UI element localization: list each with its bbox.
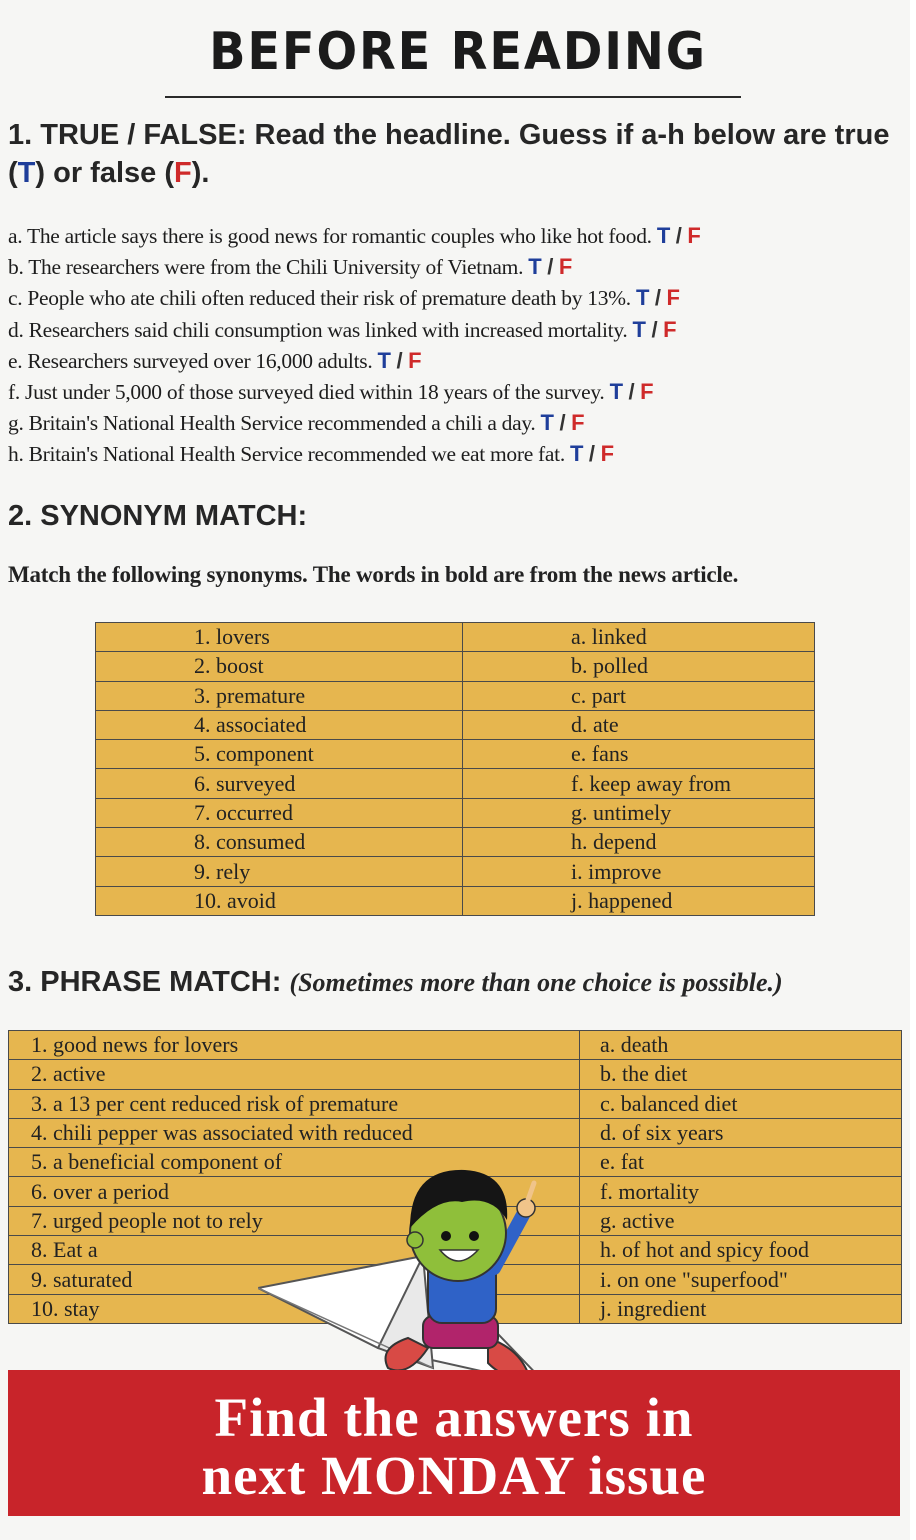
section1-heading-pre: 1. TRUE / FALSE: Read the headline. Guess if a-h below are true ( [8,119,890,189]
tf-statement: h. Britain's National Health Service recommended we eat more fat. [8,442,565,467]
match-left-cell: 8. consumed [96,828,463,857]
tf-true-option[interactable]: T [609,378,623,404]
tf-item [8,251,908,282]
tf-false-option[interactable]: F [571,410,585,436]
match-left-cell: 4. chili pepper was associated with reduced [9,1118,580,1147]
tf-separator: / [541,254,559,280]
match-right-cell: i. on one "superfood" [580,1265,902,1294]
match-right-cell: h. of hot and spicy food [580,1236,902,1265]
section3-heading-text: 3. PHRASE MATCH: [8,966,282,998]
tf-false-option[interactable]: F [408,347,422,373]
match-right-cell: a. linked [463,623,815,652]
table-row [96,798,815,827]
tf-item [8,376,908,407]
banner-line-1: Find the answers in [214,1387,694,1448]
tf-item [8,314,908,345]
table-row [96,828,815,857]
table-row [9,1089,902,1118]
section2-heading: 2. SYNONYM MATCH: [8,500,308,532]
match-right-cell: g. active [580,1206,902,1235]
tf-statement: d. Researchers said chili consumption was linked with increased mortality. [8,317,628,342]
title-underline [165,96,741,98]
tf-true-option[interactable]: T [540,410,554,436]
match-right-cell: h. depend [463,828,815,857]
match-left-cell: 7. occurred [96,798,463,827]
match-left-cell: 2. active [9,1060,580,1089]
match-right-cell: f. keep away from [463,769,815,798]
match-left-cell: 1. lovers [96,623,463,652]
match-left-cell: 4. associated [96,710,463,739]
match-right-cell: c. balanced diet [580,1089,902,1118]
table-row [96,681,815,710]
match-right-cell: e. fans [463,740,815,769]
section3-note: (Sometimes more than one choice is possible.) [289,968,783,997]
true-marker: T [17,157,36,189]
match-left-cell: 10. avoid [96,886,463,915]
match-left-cell: 5. component [96,740,463,769]
match-right-cell: d. of six years [580,1118,902,1147]
tf-separator: / [622,378,641,404]
match-left-cell: 3. a 13 per cent reduced risk of premature [9,1089,580,1118]
tf-false-option[interactable]: F [600,441,614,467]
match-right-cell: b. polled [463,652,815,681]
section1-heading-mid: ) or false ( [35,157,174,189]
tf-true-option[interactable]: T [656,223,670,248]
page-edge [910,0,916,1540]
tf-statement: b. The researchers were from the Chili University of Vietnam. [8,255,524,280]
table-row [96,886,815,915]
match-left-cell: 10. stay [9,1294,580,1323]
tf-separator: / [583,441,601,467]
tf-false-option[interactable]: F [687,223,701,248]
match-left-cell: 2. boost [96,652,463,681]
table-row [96,652,815,681]
tf-statement: g. Britain's National Health Service recommended a chili a day. [8,411,536,436]
match-right-cell: b. the diet [580,1060,902,1089]
table-row [96,769,815,798]
true-false-list [8,220,908,470]
tf-true-option[interactable]: T [632,316,646,342]
section1-heading [8,116,908,192]
match-left-cell: 5. a beneficial component of [9,1148,580,1177]
tf-item [8,345,908,376]
tf-false-option[interactable]: F [640,378,654,404]
table-row [9,1060,902,1089]
tf-statement: e. Researchers surveyed over 16,000 adults. [8,348,373,373]
tf-item [8,220,908,251]
section2-instruction: Match the following synonyms. The words in bold are from the news article. [8,562,739,587]
match-right-cell: e. fat [580,1148,902,1177]
tf-separator: / [669,223,688,248]
synonym-table [95,622,815,916]
tf-item [8,438,908,469]
tf-item [8,407,908,438]
match-right-cell: i. improve [463,857,815,886]
match-left-cell: 9. rely [96,857,463,886]
match-right-cell: j. ingredient [580,1294,902,1323]
match-right-cell: j. happened [463,886,815,915]
tf-false-option[interactable]: F [666,285,680,311]
match-left-cell: 6. over a period [9,1177,580,1206]
table-row [96,710,815,739]
tf-false-option[interactable]: F [663,316,677,342]
tf-separator: / [390,347,409,373]
tf-statement: a. The article says there is good news for romantic couples who like hot food. [8,224,652,248]
banner-line-2: next MONDAY issue [201,1445,707,1506]
match-right-cell: f. mortality [580,1177,902,1206]
tf-true-option[interactable]: T [528,254,542,280]
table-row [96,857,815,886]
match-right-cell: c. part [463,681,815,710]
section3-heading [8,966,783,999]
tf-true-option[interactable]: T [635,285,650,311]
tf-false-option[interactable]: F [558,254,572,280]
match-left-cell: 9. saturated [9,1265,580,1294]
section1-heading-post: ). [191,157,210,189]
tf-true-option[interactable]: T [377,347,391,373]
table-row [96,623,815,652]
tf-statement: f. Just under 5,000 of those surveyed died within 18 years of the survey. [8,379,605,404]
tf-statement: c. People who ate chili often reduced their risk of premature death by 13%. [8,286,631,311]
mascot-illustration [258,1138,558,1398]
match-left-cell: 8. Eat a [9,1236,580,1265]
answers-banner [8,1370,900,1516]
tf-separator: / [649,285,667,311]
tf-separator: / [645,316,664,342]
match-left-cell: 1. good news for lovers [9,1031,580,1060]
page-title: BEFORE READING [209,22,707,82]
tf-true-option[interactable]: T [569,441,584,467]
match-right-cell: a. death [580,1031,902,1060]
tf-item [8,282,908,313]
false-marker: F [173,157,192,189]
match-left-cell: 7. urged people not to rely [9,1206,580,1235]
table-row [96,740,815,769]
match-left-cell: 3. premature [96,681,463,710]
match-right-cell: d. ate [463,710,815,739]
table-row [9,1031,902,1060]
match-right-cell: g. untimely [463,798,815,827]
tf-separator: / [553,410,572,436]
match-left-cell: 6. surveyed [96,769,463,798]
